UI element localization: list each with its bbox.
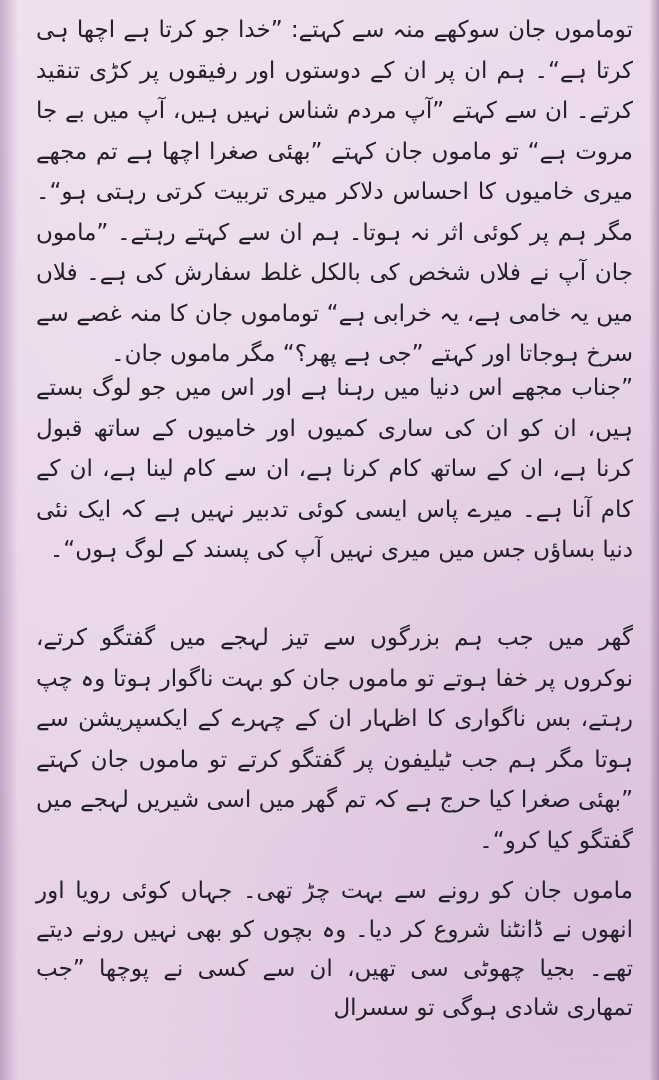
page-binding-shadow bbox=[0, 0, 18, 1080]
paragraph: توماموں جان سوکھے منہ سے کہتے: ”خدا جو کرتا ہے اچھا ہی کرتا ہے“۔ ہم ان پر ان کے دوستوں اور رفیقوں پر کڑی تنقید کرتے۔ ان سے کہتے ”آپ مردم شناس نہیں ہیں، آپ میں بے جا مروت ہے“ تو ماموں جان کہتے ”بھئی صغرا اچھا ہے تم مجھے میری خامیوں کا احساس دلاکر میری تربیت کرتی رہتی ہو“۔ مگر ہم پر کوئی اثر نہ ہوتا۔ ہم ان سے کہتے رہتے۔ ”ماموں جان آپ نے فلاں شخص کی بالکل غلط سفارش کی ہے۔ فلاں میں یہ خامی ہے، یہ خرابی ہے“ توماموں جان کا منہ غصے سے سرخ ہوجاتا اور کہتے ”جی ہے پھر؟“ مگر ماموں جان۔ bbox=[36, 17, 633, 367]
page-edge-shadow bbox=[649, 0, 659, 1080]
paragraph-block-1 bbox=[36, 10, 633, 375]
paragraph: ”جناب مجھے اس دنیا میں رہنا ہے اور اس میں جو لوگ بستے ہیں، ان کو ان کی ساری کمیوں اور خامیوں کے ساتھ قبول کرنا ہے، ان کے ساتھ کام کرنا ہے، ان سے کام لینا ہے، ان کے کام آنا ہے۔ میرے پاس ایسی کوئی تدبیر نہیں ہے کہ ایک نئی دنیا بساؤں جس میں میری نہیں آپ کی پسند کے لوگ ہوں“۔ bbox=[36, 375, 633, 563]
paragraph: ماموں جان کو رونے سے بہت چڑ تھی۔ جہاں کوئی رویا اور انھوں نے ڈانٹنا شروع کر دیا۔ وہ بچوں کو بھی نہیں رونے دیتے تھے۔ بجیا چھوٹی سی تھیں، ان سے کسی نے پوچھا ”جب تمھاری شادی ہوگی تو سسرال bbox=[36, 878, 633, 1021]
paragraph-block-2 bbox=[36, 368, 633, 571]
paragraph: گھر میں جب ہم بزرگوں سے تیز لہجے میں گفتگو کرتے، نوکروں پر خفا ہوتے تو ماموں جان کو بہت ناگوار ہوتا وہ چپ رہتے، بس ناگواری کا اظہار ان کے چہرے کے ایکسپریشن سے ہوتا مگر ہم جب ٹیلیفون پر گفتگو کرتے تو ماموں جان کہتے ”بھئی صغرا کیا حرج ہے کہ تم گھر میں اسی شیریں لہجے میں گفتگو کیا کرو“۔ bbox=[36, 625, 633, 854]
paragraph-block-3 bbox=[36, 618, 633, 861]
paragraph-block-4 bbox=[36, 872, 633, 1028]
